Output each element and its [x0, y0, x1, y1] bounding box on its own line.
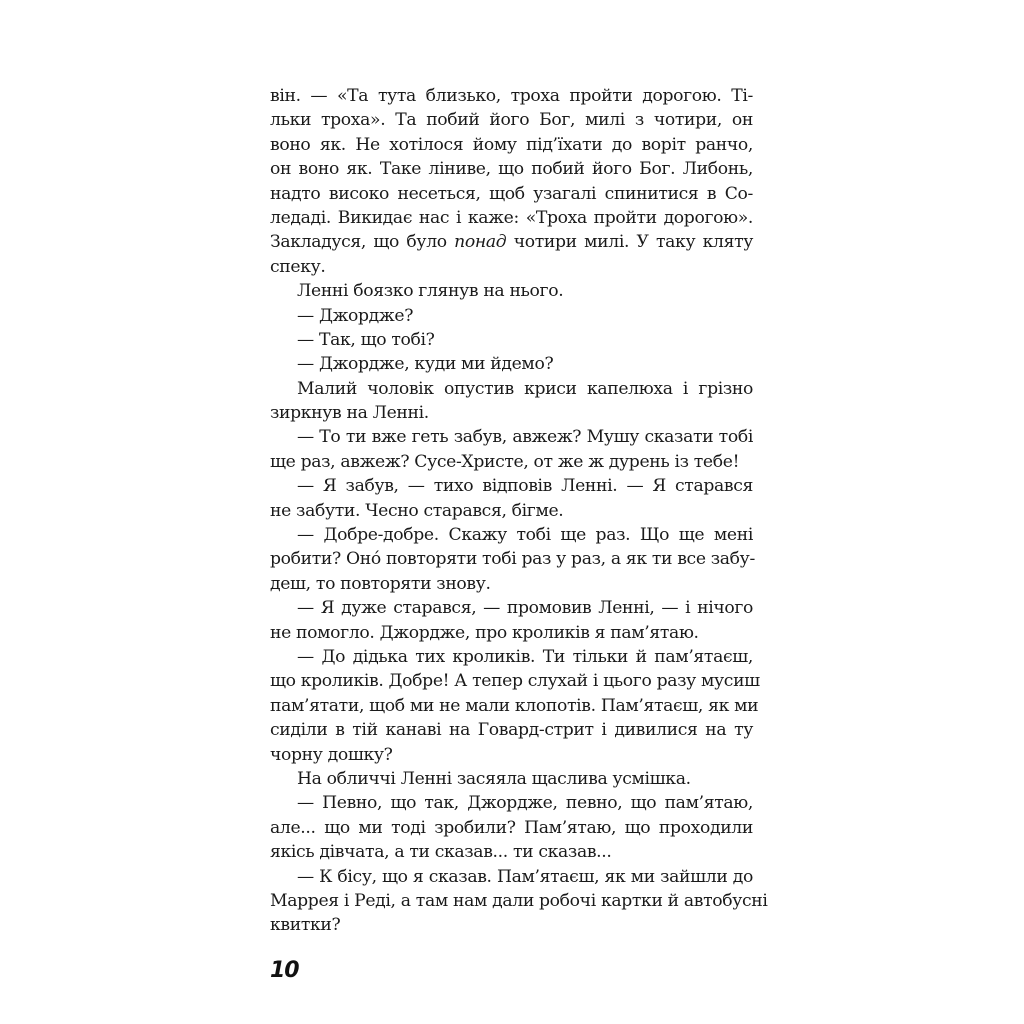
text-line: Закладуся, що було понад чотири милі. У таку кляту — [270, 232, 753, 253]
book-page-text — [270, 84, 768, 938]
text-line: робити? Оно́ повторяти тобі раз у раз, а як ти все забу- — [270, 549, 755, 570]
text-line: — Джордже? — [297, 305, 414, 326]
text-line: На обличчі Ленні засяяла щаслива усмішка. — [297, 768, 691, 789]
text-line: — К бісу, що я сказав. Пам’ятаєш, як ми зайшли до — [297, 866, 753, 887]
text-line: он воно як. Таке ліниве, що побий його Бог. Либонь, — [270, 159, 753, 180]
text-line: — Так, що тобі? — [297, 329, 435, 350]
text-line: ледаді. Викидає нас і каже: «Троха пройти дорогою». — [270, 207, 753, 228]
text-line: якісь дівчата, а ти сказав... ти сказав... — [270, 842, 612, 863]
emphasis: понад — [454, 232, 507, 253]
text-line: квитки? — [270, 915, 341, 936]
text-line: Маррея і Реді, а там нам дали робочі картки й автобусні — [270, 890, 768, 911]
text-line: воно як. Не хотілося йому під’їхати до воріт ранчо, — [270, 134, 753, 155]
text-line: що кроликів. Добре! А тепер слухай і цього разу мусиш — [270, 671, 760, 692]
text-line: але... що ми тоді зробили? Пам’ятаю, що проходили — [270, 817, 753, 838]
text-line: Ленні боязко глянув на нього. — [297, 281, 564, 302]
text-line: пам’ятати, щоб ми не мали клопотів. Пам’ятаєш, як ми — [270, 695, 759, 716]
text-line: він. — «Та тута близько, троха пройти дорогою. Ті- — [270, 86, 753, 106]
text-line: не забути. Чесно старався, бігме. — [270, 500, 564, 521]
text-line: — Джордже, куди ми йдемо? — [297, 354, 554, 375]
text-line: — Я дуже старався, — промовив Ленні, — і нічого — [297, 598, 753, 619]
text-line: ще раз, авжеж? Сусе-Христе, от же ж дурень із тебе! — [270, 451, 740, 472]
page-number: 10 — [270, 958, 299, 983]
text-line: не помогло. Джордже, про кроликів я пам’ятаю. — [270, 622, 699, 643]
text-line: Малий чоловік опустив криси капелюха і грізно — [297, 378, 753, 399]
text-line: — Певно, що так, Джордже, певно, що пам’ятаю, — [297, 793, 753, 814]
text-line: — Я забув, — тихо відповів Ленні. — Я старався — [297, 476, 753, 497]
text-line: надто високо несеться, щоб узагалі спинитися в Со- — [270, 183, 753, 204]
text-line: спеку. — [270, 256, 326, 277]
text-line: — Добре-добре. Скажу тобі ще раз. Що ще мені — [297, 525, 753, 546]
text-line: сиділи в тій канаві на Говард-стрит і дивилися на ту — [270, 720, 753, 741]
text-line: — До дідька тих кроликів. Ти тільки й пам’ятаєш, — [297, 646, 753, 667]
text-line: льки троха». Та побий його Бог, милі з чотири, он — [270, 110, 753, 131]
text-line: зиркнув на Ленні. — [270, 403, 429, 424]
text-line: — То ти вже геть забув, авжеж? Мушу сказати тобі — [297, 427, 753, 448]
text-line: чорну дошку? — [270, 744, 393, 765]
text-line: деш, то повторяти знову. — [270, 573, 491, 594]
